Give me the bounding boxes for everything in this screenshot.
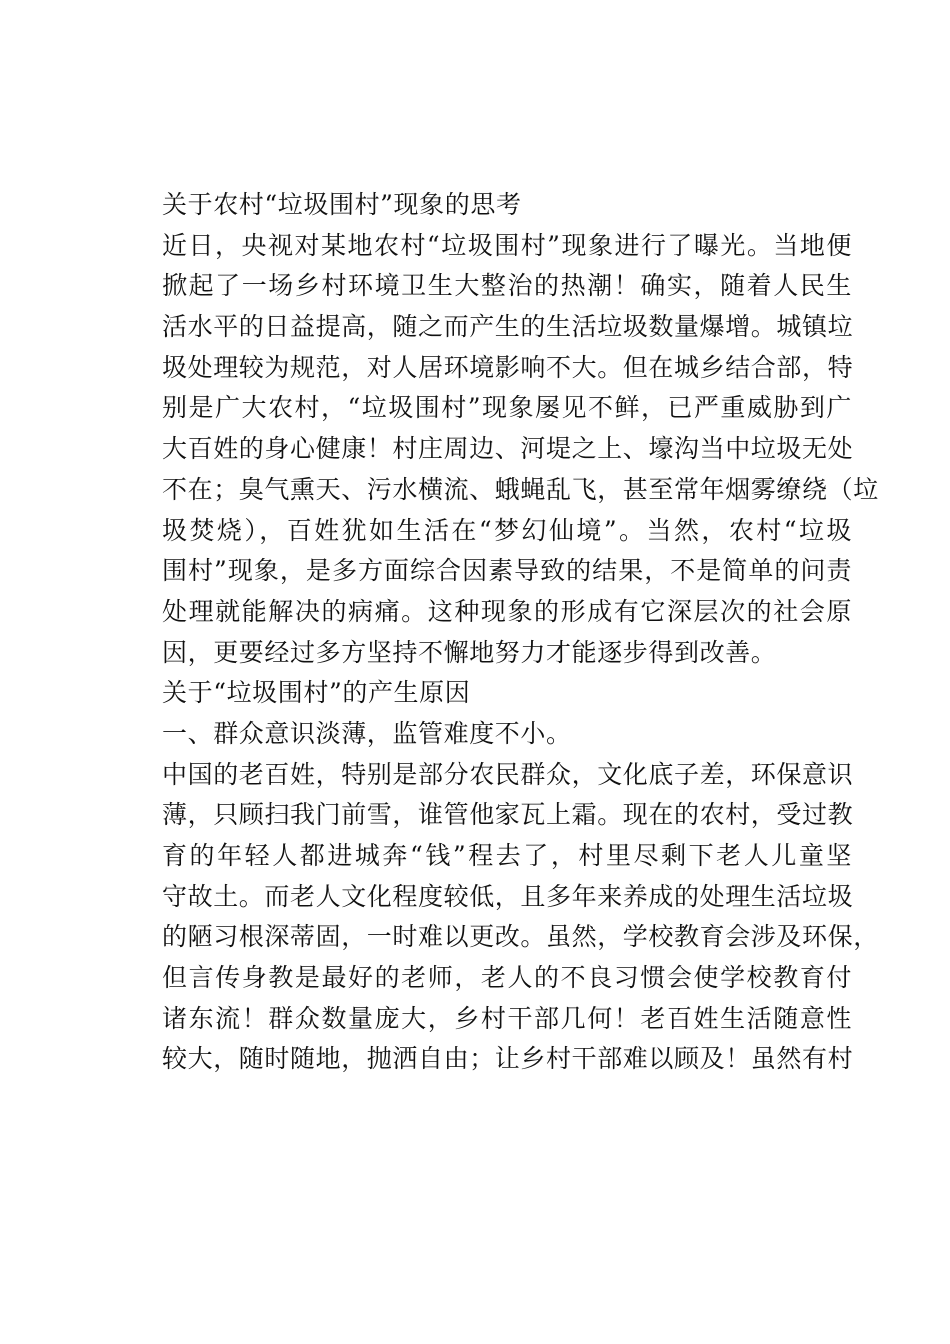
- paragraph-line: 的陋习根深蒂固，一时难以更改。虽然，学校教育会涉及环保，: [162, 922, 879, 952]
- paragraph-line: 因，更要经过多方坚持不懈地努力才能逐步得到改善。: [162, 637, 777, 667]
- paragraph-line: 活水平的日益提高，随之而产生的生活垃圾数量爆增。城镇垃: [162, 312, 854, 342]
- paragraph-line: 圾处理较为规范，对人居环境影响不大。但在城乡结合部，特: [162, 352, 854, 382]
- paragraph-line: 大百姓的身心健康！村庄周边、河堤之上、壕沟当中垃圾无处: [162, 434, 854, 464]
- paragraph-line: 近日，央视对某地农村“垃圾围村”现象进行了曝光。当地便: [162, 230, 852, 260]
- document-title: 关于农村“垃圾围村”现象的思考: [162, 190, 522, 219]
- paragraph-line: 守故土。而老人文化程度较低，且多年来养成的处理生活垃圾: [162, 881, 854, 911]
- paragraph-line: 薄，只顾扫我门前雪，谁管他家瓦上霜。现在的农村，受过教: [162, 800, 854, 830]
- paragraph-line: 不在；臭气熏天、污水横流、蛾蝇乱飞，甚至常年烟雾缭绕（垃: [162, 474, 879, 504]
- paragraph-line: 掀起了一场乡村环境卫生大整治的热潮！确实，随着人民生: [162, 271, 852, 301]
- paragraph-line: 中国的老百姓，特别是部分农民群众，文化底子差，环保意识: [162, 759, 854, 789]
- paragraph-line: 但言传身教是最好的老师，老人的不良习惯会使学校教育付: [162, 963, 852, 993]
- paragraph-line: 圾焚烧），百姓犹如生活在“梦幻仙境”。当然，农村“垃圾: [162, 515, 852, 545]
- section-heading: 关于“垃圾围村”的产生原因: [162, 678, 471, 708]
- paragraph-line: 育的年轻人都进城奔“钱”程去了，村里尽剩下老人儿童坚: [162, 841, 852, 870]
- document-body: [162, 185, 879, 1080]
- paragraph-line: 诸东流！群众数量庞大，乡村干部几何！老百姓生活随意性: [162, 1003, 852, 1033]
- paragraph-line: 处理就能解决的病痛。这种现象的形成有它深层次的社会原: [162, 596, 852, 626]
- subsection-heading: 一、群众意识淡薄，监管难度不小。: [162, 718, 572, 748]
- paragraph-line: 围村”现象，是多方面综合因素导致的结果，不是简单的问责: [162, 556, 852, 586]
- paragraph-line: 较大，随时随地，抛洒自由；让乡村干部难以顾及！虽然有村: [162, 1044, 854, 1074]
- paragraph-line: 别是广大农村，“垃圾围村”现象屡见不鲜，已严重威胁到广: [162, 393, 852, 423]
